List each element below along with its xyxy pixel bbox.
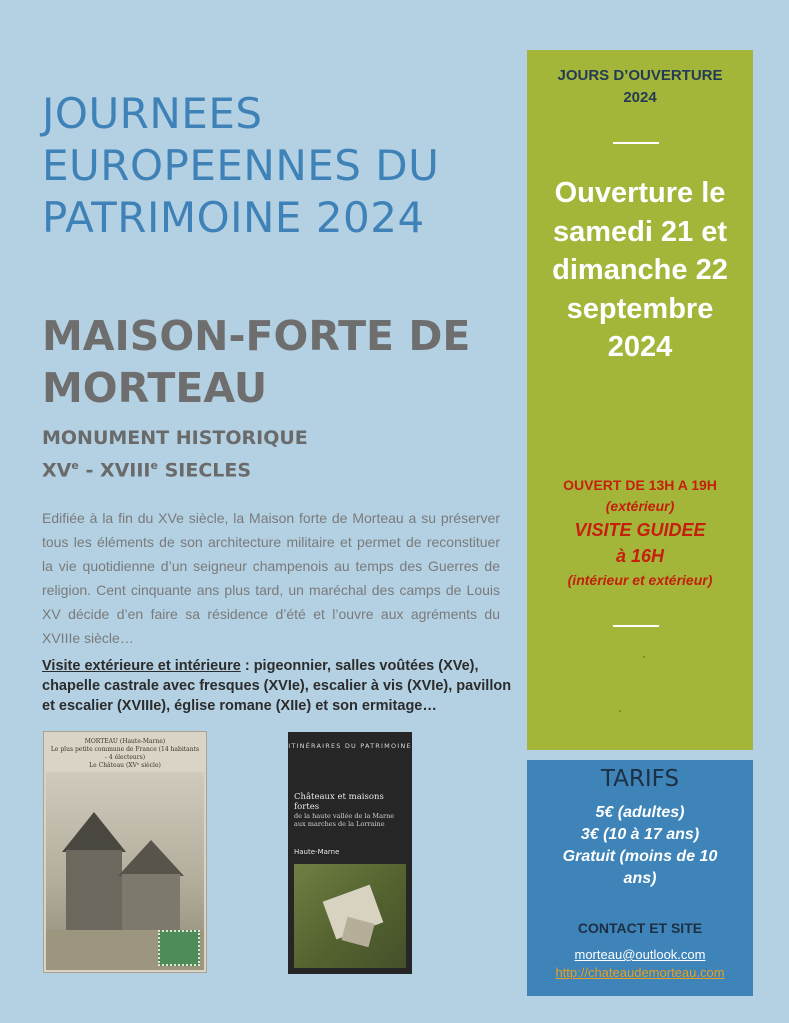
visits-paragraph bbox=[42, 656, 512, 716]
hours-scope: (extérieur) bbox=[605, 498, 675, 514]
postcard-image bbox=[44, 732, 206, 972]
tarifs-panel bbox=[527, 760, 753, 996]
guided-visit-label: VISITE GUIDEE bbox=[574, 520, 706, 540]
decorative-dot bbox=[619, 710, 621, 712]
event-title bbox=[42, 88, 512, 244]
postcard-caption: MORTEAU (Haute-Marne) Le plus petite commune de France (14 habitants - 4 électeurs) Le Château (XVᵉ siècle) bbox=[50, 738, 200, 769]
website-link[interactable]: http://chateaudemorteau.com bbox=[555, 965, 725, 980]
price-line: Gratuit (moins de 10 bbox=[562, 848, 718, 865]
book-region: Haute-Marne bbox=[294, 848, 340, 856]
century-range: XVe - XVIIIe SIECLES bbox=[42, 459, 252, 482]
visits-label: Visite extérieure et intérieure bbox=[42, 658, 241, 674]
castle-roof bbox=[62, 812, 126, 852]
guided-visit-time: à 16H bbox=[615, 546, 665, 566]
tarifs-title: TARIFS bbox=[600, 766, 680, 792]
price-line: 5€ (adultes) bbox=[595, 804, 685, 821]
opening-dates: Ouverture le samedi 21 et dimanche 22 septembre 2024 bbox=[552, 177, 728, 363]
event-title-line: PATRIMOINE 2024 bbox=[42, 193, 425, 242]
book-title: Châteaux et maisons fortes bbox=[294, 792, 384, 812]
book-subtitle: de la haute vallée de la Marne aux marches de la Lorraine bbox=[294, 812, 395, 828]
place-title-line: MORTEAU bbox=[42, 364, 268, 412]
postage-stamp bbox=[158, 930, 200, 966]
hours-text: OUVERT DE 13H A 19H bbox=[563, 477, 717, 493]
price-line: ans) bbox=[623, 870, 657, 887]
opening-header: JOURS D’OUVERTURE 2024 bbox=[557, 67, 723, 106]
book-cover-image bbox=[288, 732, 412, 974]
decorative-dot bbox=[643, 656, 645, 658]
contact-email-link[interactable]: morteau@outlook.com bbox=[574, 947, 706, 962]
place-title bbox=[42, 310, 512, 414]
event-title-line: JOURNEES bbox=[42, 89, 263, 138]
intro-paragraph: Edifiée à la fin du XVe siècle, la Maison forte de Morteau a su préserver tous les éléments de son architecture militaire et permet de reconstituer la vie quotidienne d’un seigneur champenois au temps des Guerres de religion. Cent cinquante ans plus tard, un maréchal des camps de Louis XV décide d’en faire sa résidence d’été et l’ouvre aux agréments du XVIIIe siècle… bbox=[42, 510, 500, 646]
place-title-line: MAISON-FORTE DE bbox=[42, 312, 471, 360]
monument-subtitle bbox=[42, 424, 308, 484]
book-series: ITINÉRAIRES DU PATRIMOINE bbox=[288, 742, 412, 750]
castle-roof bbox=[118, 840, 184, 876]
price-line: 3€ (10 à 17 ans) bbox=[580, 826, 700, 843]
event-title-line: EUROPEENNES DU bbox=[42, 141, 440, 190]
guided-visit-scope: (intérieur et extérieur) bbox=[567, 572, 713, 588]
tarifs-prices bbox=[527, 802, 753, 890]
opening-hours bbox=[527, 474, 753, 591]
opening-panel bbox=[527, 50, 753, 750]
divider bbox=[613, 142, 659, 144]
contact-title: CONTACT ET SITE bbox=[577, 920, 703, 936]
divider bbox=[613, 625, 659, 627]
monument-label: MONUMENT HISTORIQUE bbox=[42, 427, 308, 449]
postcard-photo bbox=[46, 772, 204, 970]
visits-text: : pigeonnier, salles voûtées (XVe), chapelle castrale avec fresques (XVIe), escalier à vis (XVIe), pavillon et escalier (XVIIIe), église romane (XIIe) et son ermitage… bbox=[42, 658, 512, 714]
